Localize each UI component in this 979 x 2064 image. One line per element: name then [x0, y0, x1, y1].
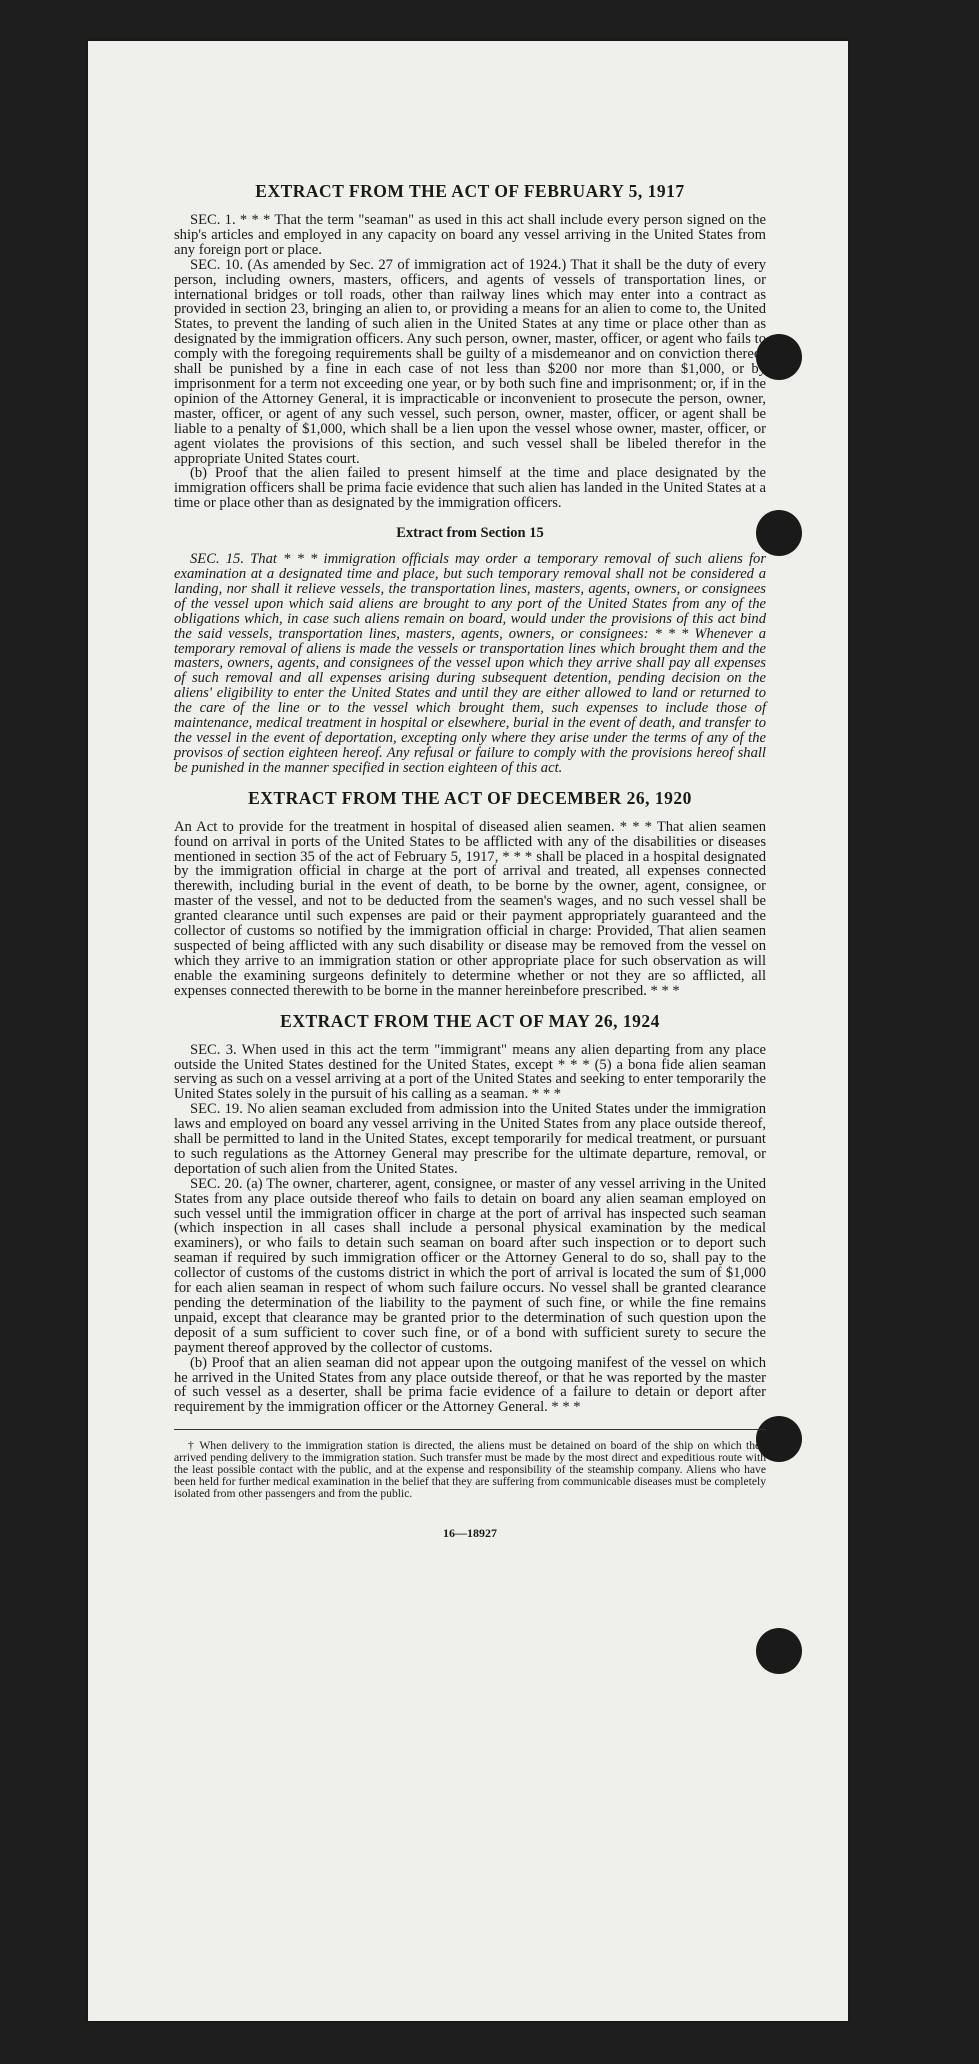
paragraph: SEC. 3. When used in this act the term "immigrant" means any alien departing from any place outside the United States destined for the United States, except * * * (5) a bona fide alien seaman serving as such on a vessel arriving at a port of the United States and seeking to enter temporarily the United States solely in the pursuit of his calling as a seaman. * * * [174, 1041, 766, 1103]
section-act-may-1924 [174, 1011, 766, 1416]
section-subheading: Extract from Section 15 [396, 525, 544, 542]
paragraph: (b) Proof that an alien seaman did not appear upon the outgoing manifest of the vessel on which he arrived in the United States from any place outside thereof, or that he was reported by the master of such vessel as a deserter, shall be prima facie evidence of a failure to detain or deport after requirement by the immigration officer or the Attorney General. * * * [174, 1354, 766, 1416]
section-extract-15 [174, 525, 766, 776]
punch-hole [756, 1628, 802, 1674]
paragraph: (b) Proof that the alien failed to present himself at the time and place designated by the immigration officers shall be prima facie evidence that such alien has landed in the United States at a time or place other than as designated by the immigration officers. [174, 465, 766, 512]
footnote: † When delivery to the immigration station is directed, the aliens must be detained on board of the ship on which they arrived pending delivery to the immigration station. Such transfer must be made by the most direct and expeditious route with the least possible contact with the public, and at the expense and responsibility of the steamship company. Aliens who have been held for further medical examination in the belief that they are suffering from communicable diseases must be completely isolated from other passengers and from the public. [174, 1439, 766, 1501]
form-number: 16—18927 [443, 1526, 497, 1541]
document-body [174, 181, 766, 1541]
footnote-divider [174, 1429, 766, 1430]
paragraph: SEC. 19. No alien seaman excluded from admission into the United States under the immigration laws and employed on board any vessel arriving in the United States from any place outside thereof, shall be permitted to land in the United States, except temporarily for medical treatment, or pursuant to such regulations as the Attorney General may prescribe for the ultimate departure, removal, or deportation of such alien from the United States. [174, 1101, 766, 1177]
paragraph: SEC. 15. That * * * immigration officials may order a temporary removal of such aliens for examination at a designated time and place, but such temporary removal shall not be considered a landing, nor shall it relieve vessels, the transportation lines, masters, agents, owners, or consignees of the vessel upon which said aliens are brought to any port of the United States from any of the obligations which, in case such aliens remain on board, would under the provisions of this act bind the said vessels, transportation lines, masters, agents, owners, or consignees: * * * Whenever a temporary removal of aliens is made the vessels or transportation lines which brought them and the masters, owners, agents, and consignees of the vessel upon which they arrive shall pay all expenses of such removal and all expenses arising during subsequent detention, pending decision on the aliens' eligibility to enter the United States and until they are either allowed to land or returned to the care of the line or to the vessel which brought them, such expenses to include those of maintenance, medical treatment in hospital or elsewhere, burial in the event of death, and transfer to the vessel in the event of deportation, excepting only where they arise under the terms of any of the provisos of section eighteen hereof. Any refusal or failure to comply with the provisions hereof shall be punished in the manner specified in section eighteen of this act. [174, 551, 766, 776]
document-sheet [88, 41, 848, 2021]
section-heading: EXTRACT FROM THE ACT OF FEBRUARY 5, 1917 [255, 181, 685, 201]
paragraph: An Act to provide for the treatment in hospital of diseased alien seamen. * * * That alien seamen found on arrival in ports of the United States to be afflicted with any of the disabilities or diseases mentioned in section 35 of the act of February 5, 1917, * * * shall be placed in a hospital designated by the immigration official in charge at the port of arrival and treated, all expenses connected therewith, including burial in the event of death, to be borne by the owner, agent, consignee, or master of the vessel, and not to be deducted from the seamen's wages, and no such vessel shall be granted clearance until such expenses are paid or their payment appropriately guaranteed and the collector of customs so notified by the immigration official in charge: Provided, That alien seamen suspected of being afflicted with any such disability or disease may be removed from the vessel on which they arrive to an immigration station or other appropriate place for such observation as will enable the examining surgeons definitely to determine whether or not they are so afflicted, all expenses connected therewith to be borne in the manner hereinbefore prescribed. * * * [174, 818, 766, 999]
section-heading: EXTRACT FROM THE ACT OF DECEMBER 26, 1920 [248, 787, 692, 808]
paragraph: SEC. 10. (As amended by Sec. 27 of immigration act of 1924.) That it shall be the duty of every person, including owners, masters, officers, and agents of vessels of transportation lines, or international bridges or toll roads, other than railway lines which may enter into a contract as provided in section 23, bringing an alien to, or providing a means for an alien to come to, the United States, to prevent the landing of such alien in the United States at any time or place other than as designated by the immigration officers. Any such person, owner, master, officer, or agent who fails to comply with the foregoing requirements shall be guilty of a misdemeanor and on conviction thereof shall be punished by a fine in each case of not less than $200 nor more than $1,000, or by imprisonment for a term not exceeding one year, or by both such fine and imprisonment; or, if in the opinion of the Attorney General, it is impracticable or inconvenient to prosecute the person, owner, master, officer, or agent of any such vessel, such person, owner, master, officer, or agent shall be liable to a penalty of $1,000, which shall be a lien upon the vessel whose owner, master, officer, or agent violates the provisions of this section, and such vessel shall be libeled therefor in the appropriate United States court. [174, 256, 766, 467]
section-heading: EXTRACT FROM THE ACT OF MAY 26, 1924 [280, 1010, 660, 1031]
section-act-feb-1917 [174, 181, 766, 511]
section-act-dec-1920 [174, 788, 766, 999]
paragraph: SEC. 20. (a) The owner, charterer, agent, consignee, or master of any vessel arriving in the United States from any place outside thereof who fails to detain on board any alien seaman employed on such vessel until the immigration officer in charge at the port of arrival has inspected such seaman (which inspection in all cases shall include a personal physical examination by the medical examiners), or who fails to detain such seaman on board after such inspection or to deport such seaman if required by such immigration officer or the Attorney General to do so, shall pay to the collector of customs of the customs district in which the port of arrival is located the sum of $1,000 for each alien seaman in respect of whom such failure occurs. No vessel shall be granted clearance pending the determination of the liability to the payment of such fine, or while the fine remains unpaid, except that clearance may be granted prior to the determination of such question upon the deposit of a sum sufficient to cover such fine, or of a bond with sufficient surety to secure the payment thereof approved by the collector of customs. [174, 1175, 766, 1356]
paragraph: SEC. 1. * * * That the term "seaman" as used in this act shall include every person signed on the ship's articles and employed in any capacity on board any vessel arriving in the United States from any foreign port or place. [174, 212, 766, 258]
